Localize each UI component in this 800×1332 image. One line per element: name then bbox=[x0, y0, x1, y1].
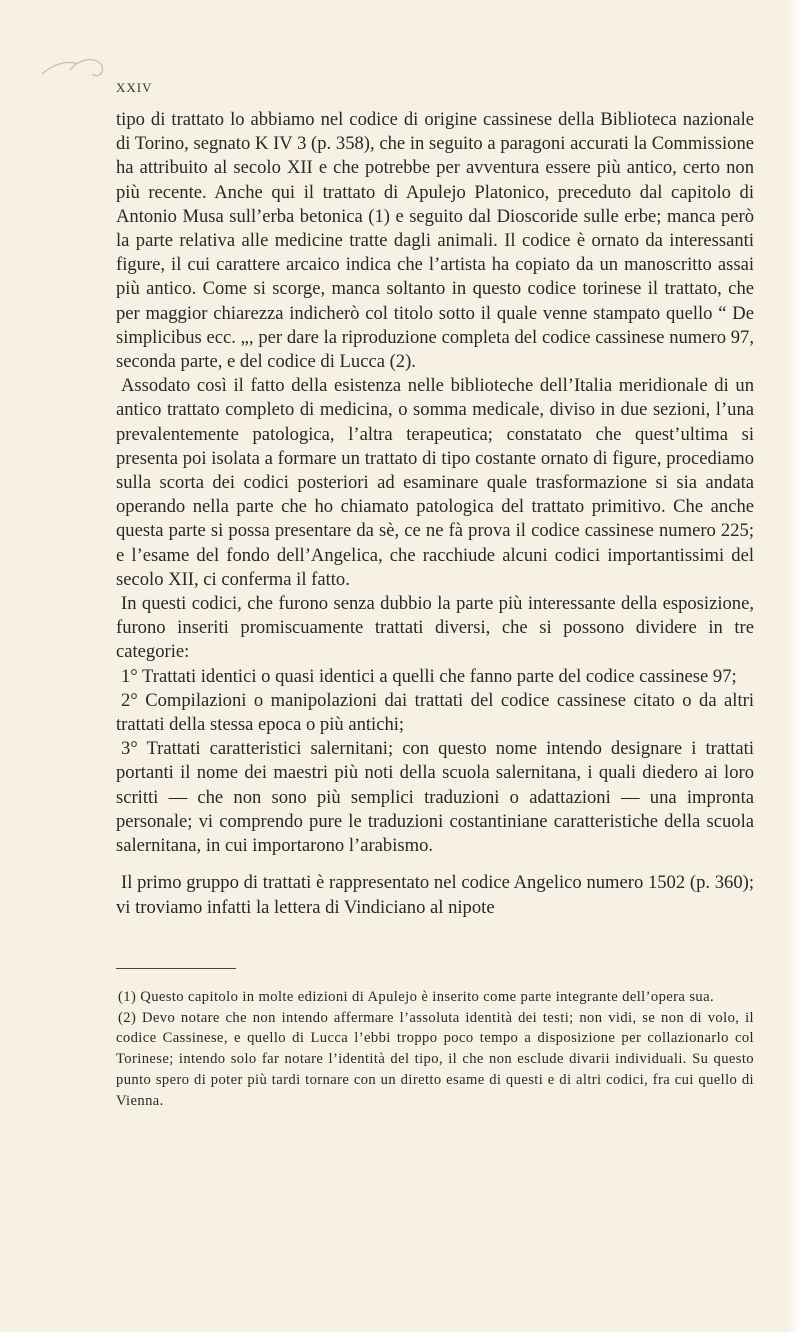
list-item: 3° Trattati caratteristici salernitani; con questo nome intendo designare i trattati portanti il nome dei maestri più noti della scuola salernitana, i quali diedero ai loro scritti — che non sono più semplici traduzioni o adattazioni — una impronta personale; vi comprendo pure le traduzioni costantiniane caratteristiche della scuola salernitana, in cui importarono l’arabismo. bbox=[116, 738, 754, 857]
paragraph: Assodato così il fatto della esistenza nelle biblioteche dell’Italia meridionale di un antico trattato completo di medicina, o somma medicale, diviso in due sezioni, l’una prevalentemente patologica, l’altra terapeutica; constatato che quest’ultima si presenta poi isolata a formare un trattato di tipo costante ornato di figure, procediamo sulla scorta dei codici posteriori ad esaminare quale trasformazione si sia andata operando nella parte che ho chiamato patologica del trattato primitivo. Che anche questa parte si possa presentare da sè, ce ne fà prova il codice cassinese numero 225; e l’esame del fondo dell’Angelica, che racchiude alcuni codici importantissimi del secolo XII, ci conferma il fatto. bbox=[116, 375, 754, 590]
footnote: (2) Devo notare che non intendo affermare l’assoluta identità dei testi; non vidi, se non di volo, il codice Cassinese, e quello di Lucca l’ebbi troppo poco tempo a disposizione per collazionarlo col Torinese; intendo solo far notare l’identità del tipo, il che non esclude divarii individuali. Su questo punto spero di poter più tardi tornare con un diretto esame di questi e di altri codici, fra cui quello di Vienna. bbox=[116, 1009, 754, 1109]
paragraph: In questi codici, che furono senza dubbio la parte più interessante della esposizione, furono inseriti promiscuamente trattati diversi, che si possono dividere in tre categorie: bbox=[116, 593, 754, 663]
paragraph-gap bbox=[116, 858, 754, 871]
page-edge bbox=[786, 0, 800, 1332]
main-text bbox=[116, 108, 754, 920]
footnotes bbox=[116, 987, 754, 1111]
footnote-divider bbox=[116, 968, 236, 969]
list-item: 1° Trattati identici o quasi identici a quelli che fanno parte del codice cassinese 97; bbox=[121, 665, 737, 687]
paragraph: tipo di trattato lo abbiamo nel codice di origine cassinese della Biblioteca nazionale di Torino, segnato K IV 3 (p. 358), che in seguito a paragoni accurati la Commissione ha attribuito al secolo XII e che potrebbe per avventura essere più antico, certo non più recente. Anche qui il trattato di Apulejo Platonico, preceduto dal capitolo di Antonio Musa sull’erba betonica (1) e seguito dal Dioscoride sulle erbe; manca però la parte relativa alle medicine tratte dagli animali. Il codice è ornato da interessanti figure, il cui carattere arcaico indica che l’artista ha copiato da un manoscritto assai più antico. Come si scorge, manca soltanto in questo codice torinese il trattato, che per maggior chiarezza indicherò col titolo sotto il quale venne stampato quello “ De simplicibus ecc. „, per dare la riproduzione completa del codice cassinese numero 97, seconda parte, e del codice di Lucca (2). bbox=[116, 109, 754, 373]
footnote: (1) Questo capitolo in molte edizioni di Apulejo è inserito come parte integrante dell’opera sua. bbox=[118, 989, 715, 1005]
paragraph: Il primo gruppo di trattati è rappresentato nel codice Angelico numero 1502 (p. 360); vi troviamo infatti la lettera di Vindiciano al nipote bbox=[116, 872, 754, 918]
page-number: XXIV bbox=[116, 80, 153, 95]
pencil-mark-icon bbox=[40, 52, 110, 82]
list-item: 2° Compilazioni o manipolazioni dai trattati del codice cassinese citato o da altri trattati della stessa epoca o più antichi; bbox=[116, 689, 754, 736]
